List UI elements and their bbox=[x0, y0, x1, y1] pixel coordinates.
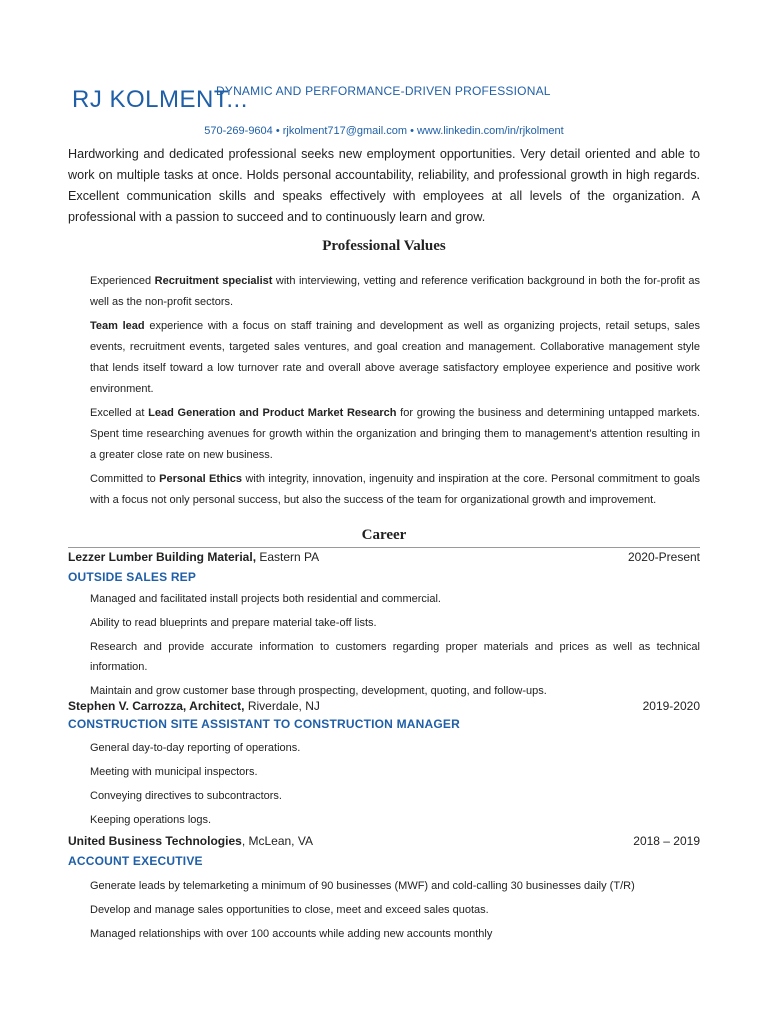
job-dates: 2019-2020 bbox=[642, 699, 700, 713]
list-item: Develop and manage sales opportunities to close, meet and exceed sales quotas. bbox=[90, 904, 489, 916]
contact-line: 570-269-9604 • rjkolment717@gmail.com • www.linkedin.com/in/rjkolment bbox=[204, 125, 564, 137]
values-item-recruitment: Experienced Recruitment specialist with interviewing, vetting and reference verification background in both the for-profit as well as the non-profit sectors. bbox=[90, 275, 700, 308]
section-title-career: Career bbox=[361, 527, 407, 543]
summary-paragraph: Hardworking and dedicated professional seeks new employment opportunities. Very detail oriented and able to work on multiple tasks at once. Holds personal accountability, reliability, and professional growth in high regards. Excellent communication skills and speaks effectively with employees at all levels of the organization. A professional with a passion to succeed and to continuously learn and grow. bbox=[68, 147, 700, 224]
company-location: , McLean, VA bbox=[241, 834, 313, 848]
job-title: OUTSIDE SALES REP bbox=[68, 570, 197, 584]
job-title: ACCOUNT EXECUTIVE bbox=[68, 854, 203, 868]
list-item: Keeping operations logs. bbox=[90, 814, 212, 826]
company-name: Stephen V. Carrozza, Architect, bbox=[68, 699, 245, 713]
company-name: Lezzer Lumber Building Material, bbox=[68, 550, 257, 564]
list-item: Ability to read blueprints and prepare material take-off lists. bbox=[90, 617, 377, 629]
list-item: General day-to-day reporting of operations. bbox=[90, 742, 301, 754]
list-item: Meeting with municipal inspectors. bbox=[90, 766, 258, 778]
job-header-carrozza bbox=[68, 699, 700, 713]
company-location: Eastern PA bbox=[256, 550, 320, 564]
candidate-tagline: DYNAMIC AND PERFORMANCE-DRIVEN PROFESSIONAL bbox=[216, 84, 551, 98]
section-title-professional-values: Professional Values bbox=[322, 238, 446, 254]
list-item: Generate leads by telemarketing a minimum of 90 businesses (MWF) and cold-calling 30 businesses daily (T/R) bbox=[90, 880, 635, 892]
list-item: Managed and facilitated install projects both residential and commercial. bbox=[90, 593, 441, 605]
candidate-name: RJ KOLMENT... bbox=[72, 86, 248, 113]
company-name: United Business Technologies bbox=[68, 834, 242, 848]
list-item: Research and provide accurate information to customers regarding proper materials and prices as well as technical information. bbox=[90, 641, 700, 673]
job-dates: 2020-Present bbox=[627, 550, 700, 564]
values-item-personal-ethics: Committed to Personal Ethics with integrity, innovation, ingenuity and inspiration at the core. Personal commitment to goals with a focus not only personal success, but also the success of the team for organizational growth and improvement. bbox=[90, 473, 700, 506]
job-bullets-united-business bbox=[68, 876, 700, 948]
professional-values-list bbox=[68, 271, 700, 511]
job-title: CONSTRUCTION SITE ASSISTANT TO CONSTRUCTION MANAGER bbox=[68, 717, 460, 731]
company-location: Riverdale, NJ bbox=[244, 699, 320, 713]
list-item: Managed relationships with over 100 accounts while adding new accounts monthly bbox=[90, 928, 493, 940]
list-item: Maintain and grow customer base through prospecting, development, quoting, and follow-ups. bbox=[90, 685, 547, 697]
job-dates: 2018 – 2019 bbox=[633, 834, 700, 848]
list-item: Conveying directives to subcontractors. bbox=[90, 790, 282, 802]
job-bullets-lezzer bbox=[68, 589, 700, 705]
job-header-united-business bbox=[68, 834, 700, 848]
values-item-team-lead: Team lead experience with a focus on staff training and development as well as organizing projects, retail setups, sales events, recruitment events, targeted sales ventures, and goal creation and management. Collaborative management style that lends itself toward a low turnover rate and overall above average satisfactory employee experience and positive work environment. bbox=[90, 320, 700, 395]
job-bullets-carrozza bbox=[68, 738, 700, 834]
section-divider bbox=[68, 547, 700, 548]
job-header-lezzer bbox=[68, 550, 700, 564]
values-item-lead-generation: Excelled at Lead Generation and Product Market Research for growing the business and determining untapped markets. Spent time researching avenues for growth within the organization and bringing them to management’s attention resulting in a greater close rate on new business. bbox=[90, 407, 700, 461]
